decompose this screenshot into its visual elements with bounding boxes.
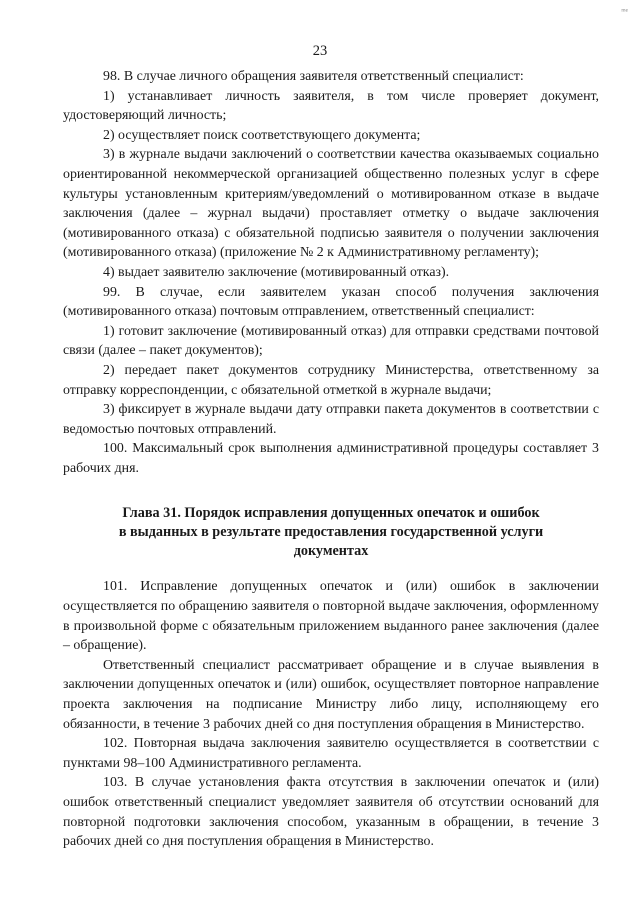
document-body [63,67,599,852]
paragraph-101: 101. Исправление допущенных опечаток и (или) ошибок в заключении осуществляется по обращению заявителя о повторной выдаче заключения, оформленному в произвольной форме с обязательным приложением выданного ранее заключения (далее – обращение). [63,579,600,654]
paragraph-98-item-4: 4) выдает заявителю заключение (мотивированный отказ). [103,264,450,280]
paragraph-98: 98. В случае личного обращения заявителя ответственный специалист: [103,69,524,84]
chapter-heading [63,504,599,561]
paragraph-99-item-3: 3) фиксирует в журнале выдачи дату отправки пакета документов в соответствии с ведомостью почтовых отправлений. [63,402,599,437]
paragraph-98-item-2: 2) осуществляет поиск соответствующего документа; [103,127,421,143]
paragraph-99-item-2: 2) передает пакет документов сотруднику Министерства, ответственному за отправку корреспонденции, с обязательной отметкой в журнале выдачи; [63,362,599,398]
paragraph-103: 103. В случае установления факта отсутствия в заключении опечаток и (или) ошибок ответственный специалист уведомляет заявителя об отсутствии оснований для повторной подготовки заключения способом, указанным в обращении, в течение 3 рабочих дней со дня поступления обращения в Министерство. [63,775,599,850]
chapter-heading-line-2: в выданных в результате предоставления государственной услуги [118,524,544,541]
chapter-heading-line-3: документах [293,543,369,560]
page-number: 23 [312,43,328,59]
paragraph-101-continued: Ответственный специалист рассматривает обращение и в случае выявления в заключении допущенных опечаток и (или) ошибок, осуществляет повторное направление проекта заключения на подписание Министру либо лицу, исполняющему его обязанности, в течение 3 рабочих дней со дня поступления обращения в Министерство. [63,657,599,732]
paragraph-99-item-1: 1) готовит заключение (мотивированный отказ) для отправки средствами почтовой связи (далее – пакет документов); [63,323,599,359]
paragraph-98-item-1: 1) устанавливает личность заявителя, в том числе проверяет документ, удостоверяющий личность; [63,88,599,124]
paragraph-99: 99. В случае, если заявителем указан способ получения заключения (мотивированного отказа) почтовым отправлением, ответственный специалист: [63,284,599,320]
chapter-heading-line-1: Глава 31. Порядок исправления допущенных опечаток и ошибок [122,505,540,522]
corner-mark: ᵐᵉ [621,6,628,16]
paragraph-102: 102. Повторная выдача заключения заявителю осуществляется в соответствии с пунктами 98–100 Административного регламента. [63,736,599,771]
paragraph-98-item-3: 3) в журнале выдачи заключений о соответствии качества оказываемых социально ориентированной некоммерческой организацией общественно полезных услуг в сфере культуры установленным критериям/уведомлений о мотивированном отказе в выдаче заключения (далее – журнал выдачи) проставляет отметку о выдаче заключения (мотивированного отказа) с обязательной подписью заявителя о получении заключения (мотивированного отказа) (приложение № 2 к Административному регламенту); [63,147,599,261]
paragraph-100: 100. Максимальный срок выполнения административной процедуры составляет 3 рабочих дня. [63,441,599,476]
